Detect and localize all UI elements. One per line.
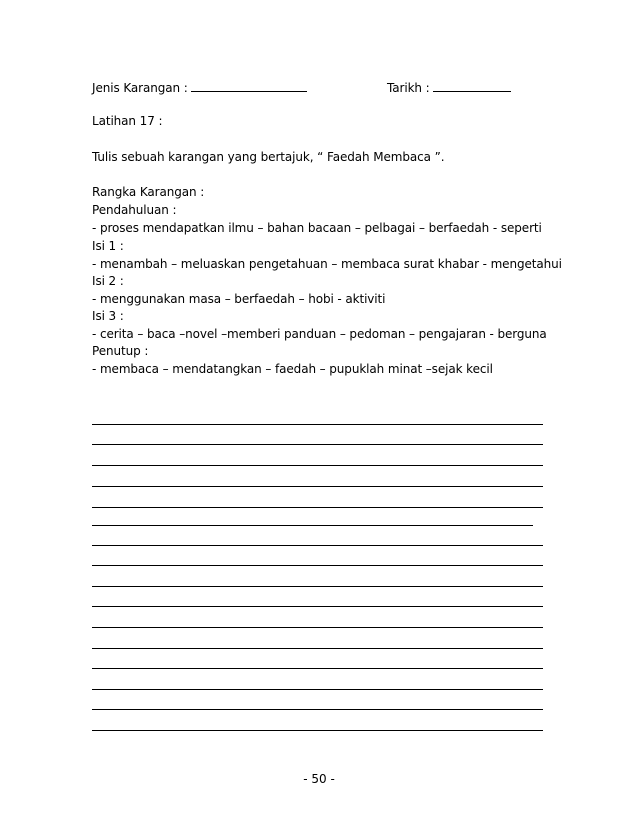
writing-line[interactable]: [92, 689, 543, 690]
tarikh-blank[interactable]: [433, 80, 511, 92]
jenis-karangan-label: Jenis Karangan :: [92, 81, 188, 95]
writing-line[interactable]: [92, 525, 533, 526]
writing-line[interactable]: [92, 627, 543, 628]
section-content-pendahuluan: - proses mendapatkan ilmu – bahan bacaan – pelbagai – berfaedah - seperti: [92, 221, 542, 235]
writing-line[interactable]: [92, 444, 543, 445]
section-label-isi-1: Isi 1 :: [92, 239, 124, 253]
jenis-karangan-field: [92, 80, 307, 96]
section-content-isi-1: - menambah – meluaskan pengetahuan – membaca surat khabar - mengetahui: [92, 257, 562, 271]
writing-line[interactable]: [92, 668, 543, 669]
section-label-isi-3: Isi 3 :: [92, 309, 124, 323]
writing-line[interactable]: [92, 606, 543, 607]
outline-heading: Rangka Karangan :: [92, 185, 205, 199]
section-content-isi-3: - cerita – baca –novel –memberi panduan – pedoman – pengajaran - berguna: [92, 327, 547, 341]
section-label-penutup: Penutup :: [92, 344, 149, 358]
writing-line[interactable]: [92, 730, 543, 731]
section-content-penutup: - membaca – mendatangkan – faedah – pupuklah minat –sejak kecil: [92, 362, 493, 376]
writing-line[interactable]: [92, 586, 543, 587]
writing-line[interactable]: [92, 507, 543, 508]
writing-line[interactable]: [92, 424, 543, 425]
tarikh-label: Tarikh :: [387, 81, 430, 95]
section-label-pendahuluan: Pendahuluan :: [92, 203, 177, 217]
section-content-isi-2: - menggunakan masa – berfaedah – hobi - aktiviti: [92, 292, 386, 306]
section-label-isi-2: Isi 2 :: [92, 274, 124, 288]
writing-line[interactable]: [92, 648, 543, 649]
page-number: - 50 -: [303, 772, 335, 786]
writing-line[interactable]: [92, 465, 543, 466]
writing-line[interactable]: [92, 545, 543, 546]
writing-line[interactable]: [92, 486, 543, 487]
writing-line[interactable]: [92, 709, 543, 710]
tarikh-field: [387, 80, 511, 96]
exercise-label: Latihan 17 :: [92, 114, 163, 128]
writing-line[interactable]: [92, 565, 543, 566]
instruction-text: Tulis sebuah karangan yang bertajuk, “ Faedah Membaca ”.: [92, 150, 445, 164]
jenis-karangan-blank[interactable]: [191, 80, 307, 92]
